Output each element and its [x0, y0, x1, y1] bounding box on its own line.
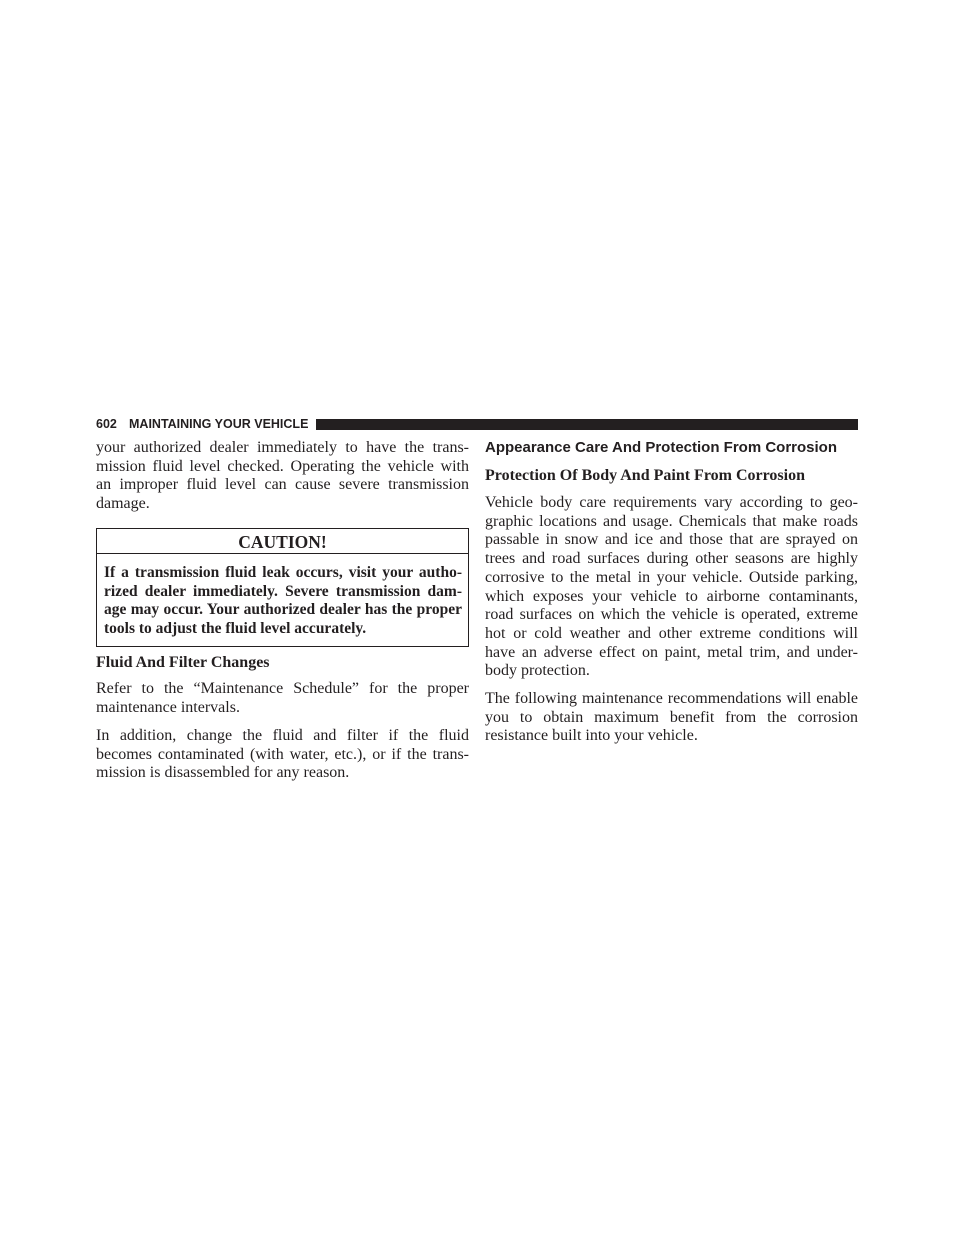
text-line: an improper fluid level can cause severe transmission — [96, 476, 469, 494]
text-line: age may occur. Your authorized dealer has the proper — [104, 601, 462, 619]
text-line: passable in snow and ice and those that are sprayed on — [485, 531, 858, 549]
text-line: which exposes your vehicle to airborne contaminants, — [485, 587, 858, 605]
body-care-paragraph — [485, 494, 858, 681]
text-line: becomes contaminated (with water, etc.), or if the trans- — [96, 745, 469, 763]
text-line: your authorized dealer immediately to have the trans- — [96, 439, 469, 456]
caution-text — [104, 564, 462, 639]
text-line: damage. — [96, 495, 150, 513]
text-line: road surfaces on which the vehicle is operated, extreme — [485, 606, 858, 624]
text-line: maintenance intervals. — [96, 698, 240, 716]
section-title: MAINTAINING YOUR VEHICLE — [129, 417, 309, 431]
refer-paragraph — [96, 680, 469, 717]
text-line: body protection. — [485, 662, 590, 680]
text-line: you to obtain maximum benefit from the corrosion — [485, 708, 858, 726]
text-line: trees and road surfaces during other seasons are highly — [485, 550, 858, 568]
recommendations-paragraph — [485, 690, 858, 746]
caution-box — [96, 528, 469, 647]
page-number: 602 — [96, 417, 117, 431]
addition-paragraph — [96, 727, 469, 783]
fluid-filter-heading: Fluid And Filter Changes — [96, 654, 270, 671]
text-line: tools to adjust the fluid level accurately. — [104, 620, 367, 638]
text-line: mission fluid level checked. Operating the vehicle with — [96, 457, 469, 475]
appearance-care-heading: Appearance Care And Protection From Corrosion — [485, 439, 838, 456]
text-line: corrosive to the metal in your vehicle. Outside parking, — [485, 568, 858, 586]
text-line: resistance built into your vehicle. — [485, 727, 698, 745]
header-rule — [316, 419, 858, 430]
text-line: Vehicle body care requirements vary according to geo- — [485, 494, 858, 511]
text-line: rized dealer immediately. Severe transmission dam- — [104, 582, 462, 600]
text-line: In addition, change the fluid and filter if the fluid — [96, 727, 469, 744]
text-line: Refer to the “Maintenance Schedule” for the proper — [96, 680, 469, 697]
text-line: hot or cold weather and other extreme conditions will — [485, 624, 858, 642]
text-line: If a transmission fluid leak occurs, visit your autho- — [104, 564, 462, 581]
text-line: The following maintenance recommendations will enable — [485, 690, 858, 707]
intro-paragraph — [96, 439, 469, 514]
text-line: mission is disassembled for any reason. — [96, 764, 350, 782]
caution-title: CAUTION! — [97, 529, 468, 554]
text-line: graphic locations and usage. Chemicals that make roads — [485, 512, 858, 530]
protection-subheading: Protection Of Body And Paint From Corrosion — [485, 467, 805, 484]
text-line: have an adverse effect on paint, metal trim, and under- — [485, 643, 858, 661]
